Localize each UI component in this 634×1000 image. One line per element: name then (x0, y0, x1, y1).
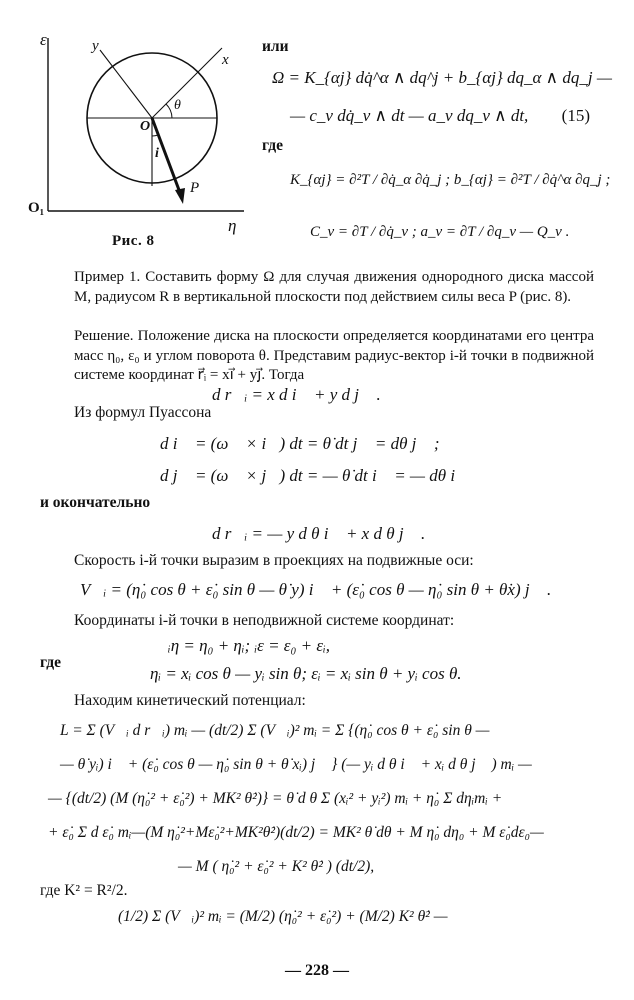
example-1-paragraph: Пример 1. Составить форму Ω для случая движения однородного диска массой M, радиусом R в вертикальной плоскости под действием силы веса P (рис. 8). (74, 269, 594, 305)
kinetic-text: Находим кинетический потенциал: (74, 692, 306, 709)
definition-K-b: K_{αj} = ∂²T / ∂q̇_α ∂q̇_j ; b_{αj} = ∂²T / ∂q̇^α ∂q_j ; (290, 172, 611, 188)
word-gde-1: где (262, 137, 283, 154)
definition-C-a: C_ν = ∂T / ∂q̇_ν ; a_ν = ∂T / ∂q_ν — Q_ν . (310, 224, 570, 240)
equation-15-line-1: Ω = K_{αj} dq̇^α ∧ dq^j + b_{αj} dq_α ∧ dq_j — (272, 68, 612, 87)
vector-i-label: i (155, 146, 159, 161)
axis-eta-label: η (228, 216, 237, 235)
equation-dri-2: d r⃗ᵢ = — y d θ i⃗ + x d θ j⃗ . (212, 524, 426, 543)
equation-L-line-2: — θ̇ yᵢ) i⃗ + (ε̇₀ cos θ — η̇₀ sin θ + θ̇ xᵢ) j⃗ } (— yᵢ d θ i⃗ + xᵢ d θ j⃗ ) mᵢ — (60, 756, 532, 773)
equation-velocity: V⃗ᵢ = (η̇₀ cos θ + ε̇₀ sin θ — θ̇ y) i⃗ + (ε̇₀ cos θ — η̇₀ sin θ + θ̇x) j⃗ . (80, 580, 552, 599)
origin-fixed-label: O₁ (28, 200, 45, 216)
word-gde-2: где (40, 654, 61, 671)
K-squared-note: где K² = R²/2. (40, 882, 128, 899)
equation-L-line-1: L = Σ (V⃗ᵢ d r⃗ᵢ) mᵢ — (dt/2) Σ (V⃗ᵢ)² mᵢ = Σ {(η̇₀ cos θ + ε̇₀ sin θ — (60, 722, 490, 739)
equation-coordinates-2: ηᵢ = xᵢ cos θ — yᵢ sin θ; εᵢ = xᵢ sin θ + yᵢ cos θ. (150, 664, 462, 683)
axis-y-label: y (92, 38, 99, 54)
poisson-text: Из формул Пуассона (74, 404, 212, 421)
force-p-label: P (190, 180, 200, 196)
page-number: — 228 — (285, 962, 349, 979)
equation-di: d i⃗ = (ω⃗ × i⃗) dt = θ̇ dt j⃗ = dθ j⃗ ; (160, 434, 440, 453)
axis-x-label: x (222, 52, 229, 68)
figure-caption: Рис. 8 (112, 233, 155, 249)
figure-8 (22, 28, 252, 253)
equation-L-line-4: + ε̇₀ Σ d ε̇₀ mᵢ—(M η̇₀²+Mε̇₀²+MK²θ̇²)(dt/2) = MK² θ̇ dθ + M η̇₀ dη₀ + M ε̇₀dε₀— (48, 824, 544, 841)
solution-paragraph: Решение. Положение диска на плоскости определяется координатами его центра масс η₀, ε₀ и углом поворота θ. Представим радиус-вектор i-й точки в подвижной системе координат r⃗ᵢ = xi⃗ + yj⃗. Тогда (74, 328, 594, 383)
equation-dri-1: d r⃗ᵢ = x d i⃗ + y d j⃗ . (212, 385, 381, 404)
word-ili: или (262, 38, 289, 55)
disk-diagram (22, 28, 252, 253)
equation-L-line-3: — {(dt/2) (M (η̇₀² + ε̇₀²) + MK² θ̇²)} = θ̇ d θ Σ (xᵢ² + yᵢ²) mᵢ + η̇₀ Σ dηᵢmᵢ + (48, 790, 503, 807)
equation-L-line-5: — M ( η̇₀² + ε̇₀² + K² θ̇² ) (dt/2), (178, 858, 375, 875)
final-text: и окончательно (40, 494, 151, 511)
coordinates-text: Координаты i-й точки в неподвижной системе координат: (74, 612, 455, 629)
equation-number-15: (15) (561, 106, 590, 125)
equation-15-line-2: — c_ν dq̇_ν ∧ dt — a_ν dq_ν ∧ dt, (290, 106, 529, 125)
axis-epsilon-label: ε (40, 30, 47, 49)
equation-kinetic-energy: (1/2) Σ (V⃗ᵢ)² mᵢ = (M/2) (η̇₀² + ε̇₀²) + (M/2) K² θ̇² — (118, 908, 448, 925)
equation-dj: d j⃗ = (ω⃗ × j⃗) dt = — θ̇ dt i⃗ = — dθ i⃗ (160, 466, 469, 485)
angle-theta-label: θ (174, 98, 181, 113)
equation-coordinates-1: ᵢη = η₀ + ηᵢ; ᵢε = ε₀ + εᵢ, (168, 636, 331, 655)
speed-text: Скорость i-й точки выразим в проекциях на подвижные оси: (74, 552, 474, 569)
center-label: O (140, 119, 151, 134)
